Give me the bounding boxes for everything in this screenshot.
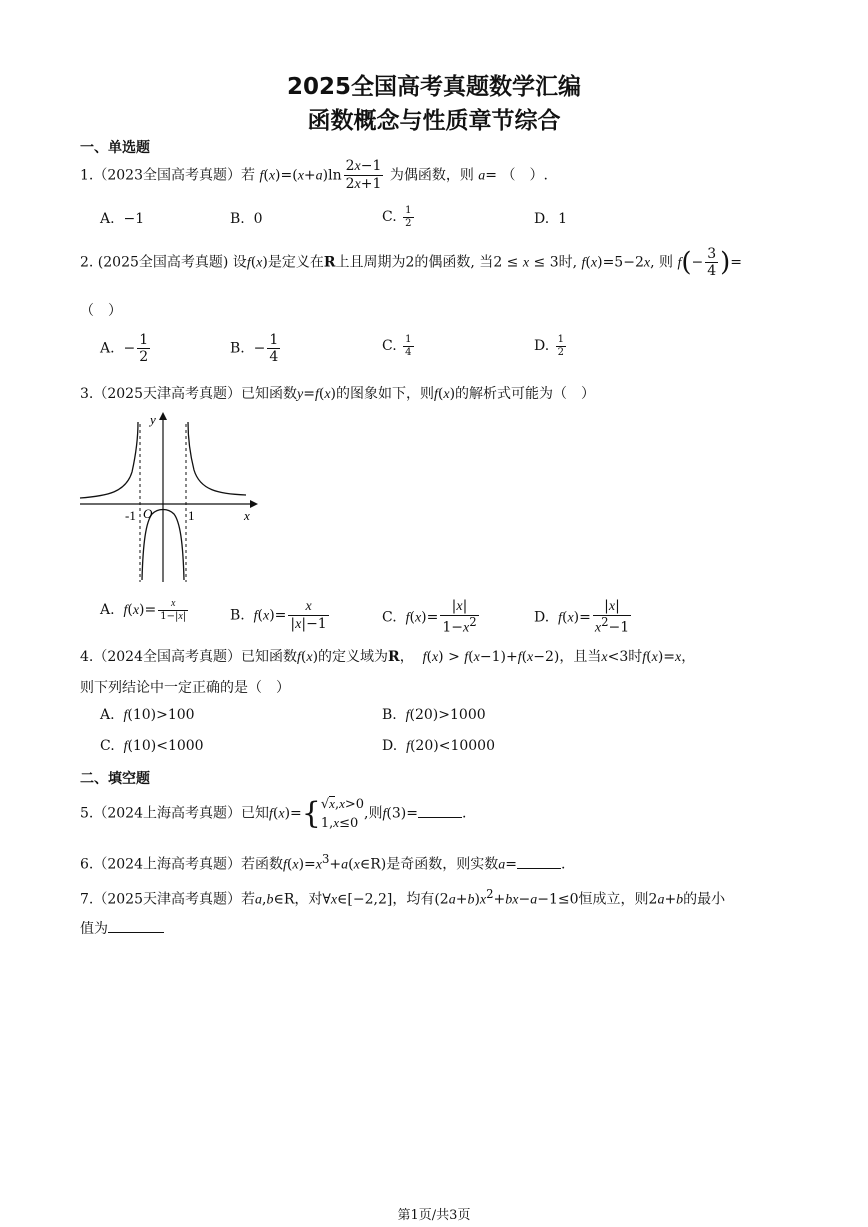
q3-option-d[interactable]: D. f(x)= $\frac{|x|}{x^2-1}$	[534, 598, 630, 636]
q3-option-b[interactable]: B. f(x)= $\frac{x}{|x|-1}$	[230, 599, 327, 633]
q4-continuation: 则下列结论中一定正确的是（ ）	[80, 680, 290, 696]
section-single-choice: 一、单选题	[80, 140, 150, 156]
function-graph-icon	[78, 412, 258, 584]
q6-answer-blank[interactable]	[517, 856, 561, 869]
question-3: 3.（2025天津高考真题）已知函数y=f(x)的图象如下，则f(x)的解析式可能为（ ）	[80, 386, 596, 402]
q7-answer-blank[interactable]	[108, 920, 164, 933]
q2-option-c[interactable]: C. $\frac{1}{4}$	[382, 334, 412, 358]
q1-tail: （ ）.	[501, 167, 548, 184]
q3-option-c[interactable]: C. f(x)= $\frac{|x|}{1-x^2}$	[382, 598, 477, 636]
q4-option-d[interactable]: D. f(20)<10000	[382, 738, 495, 754]
question-7: 7.（2025天津高考真题）若a,b∈R，对∀x∈[−2,2]，均有$(2a+b)x^2+bx-a-1\le 0$恒成立，则2a+b的最小	[80, 887, 726, 908]
q1-suffix: 为偶函数，则	[389, 167, 474, 184]
q1-option-b[interactable]: B. 0	[230, 211, 263, 227]
section-fill-blank: 二、填空题	[80, 771, 150, 787]
q2-continuation: （ ）	[80, 303, 122, 319]
q1-option-a[interactable]: A. −1	[100, 211, 145, 227]
question-6: 6.（2024上海高考真题）若函数$f(x)=x^3+a(x\in R)$是奇函数，则实数a= .	[80, 852, 566, 873]
q7-continuation: 值为	[80, 918, 164, 938]
page-footer: 第1页/共3页	[397, 1208, 471, 1223]
curve-left-branch	[80, 422, 138, 498]
q2-option-b[interactable]: B. − $\frac{1}{4}$	[230, 332, 279, 366]
q5-answer-blank[interactable]	[418, 805, 462, 818]
q4-option-b[interactable]: B. f(20)>1000	[382, 707, 486, 723]
page-subtitle: 函数概念与性质章节综合	[307, 108, 561, 134]
q3-option-a[interactable]: A. f(x)= $\frac{x}{1-|x|}$	[100, 598, 187, 622]
question-1: 1.（2023全国高考真题）若 f(x)=(x+a)ln $\frac{2x-1}{2x+1}$ 为偶函数，则 a= （ ）.	[80, 158, 548, 193]
graph-label-y: y	[150, 412, 156, 427]
graph-label-origin: O	[143, 506, 153, 521]
graph-label-x: x	[244, 508, 250, 523]
brace-icon: {	[301, 795, 321, 831]
q1-prefix: 1.（2023全国高考真题）若	[80, 167, 255, 184]
graph-label-neg1: -1	[125, 508, 136, 523]
x-axis-arrow-icon	[250, 500, 258, 508]
page-title: 2025全国高考真题数学汇编	[286, 74, 581, 100]
question-4: 4.（2024全国高考真题）已知函数f(x)的定义域为R， f(x) > f(x−1)+f(x−2)，且当x<3时f(x)=x，	[80, 649, 696, 665]
q4-option-a[interactable]: A. f(10)>100	[100, 707, 195, 723]
q4-option-c[interactable]: C. f(10)<1000	[100, 738, 204, 754]
curve-right-branch	[188, 422, 246, 495]
q1-option-c[interactable]: C. $\frac{1}{2}$	[382, 205, 412, 229]
q2-option-a[interactable]: A. − $\frac{1}{2}$	[100, 332, 149, 366]
q1-fraction: $\frac{2x-1}{2x+1}$	[345, 158, 382, 193]
question-2: 2. (2025全国高考真题) 设f(x)是定义在R上且周期为2的偶函数, 当2 ≤ x ≤ 3时, f(x)=5−2x, 则 f(− $\frac{3}{4}$ )=	[80, 246, 743, 280]
question-5: 5.（2024上海高考真题）已知f(x)={ √x,x>0 1,x≤0 ,则f(3)= .	[80, 795, 467, 831]
graph-label-pos1: 1	[188, 508, 195, 523]
q2-option-d[interactable]: D. $\frac{1}{2}$	[534, 334, 565, 358]
q1-option-d[interactable]: D. 1	[534, 211, 567, 227]
y-axis-arrow-icon	[159, 412, 167, 420]
